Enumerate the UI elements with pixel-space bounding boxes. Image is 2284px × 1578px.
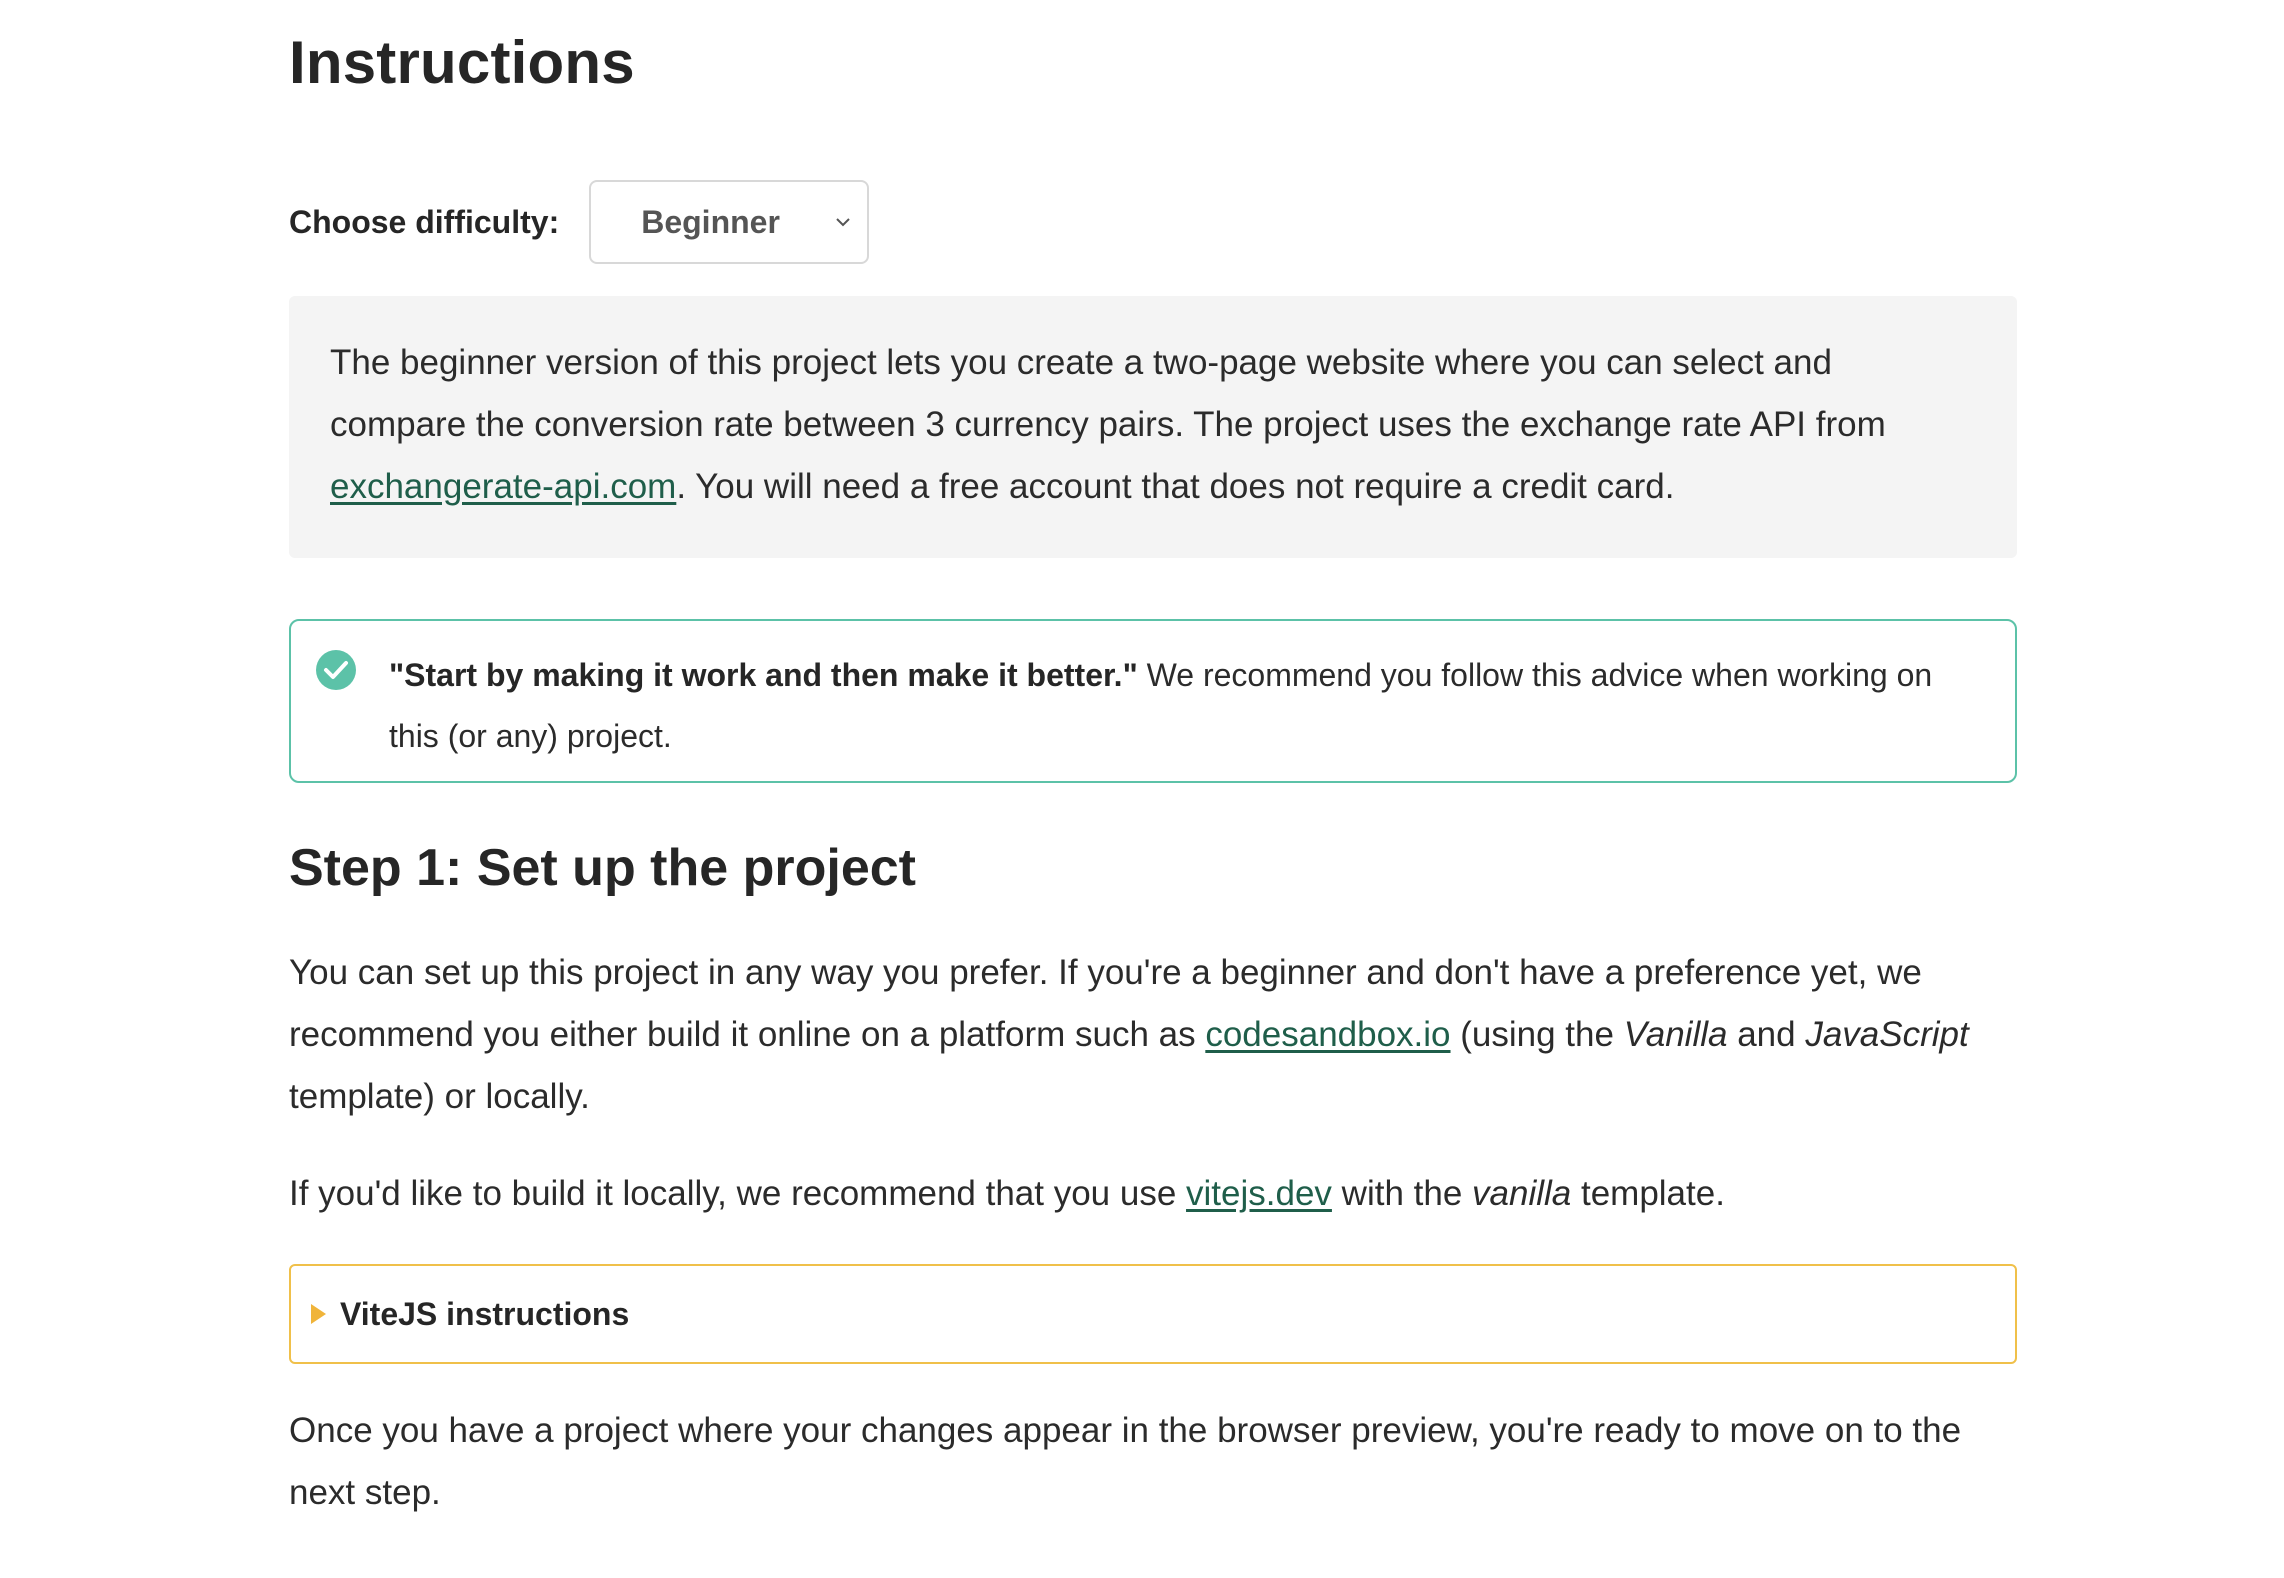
text-span: and <box>1727 1015 1806 1054</box>
tip-bold-text: "Start by making it work and then make it better." <box>389 657 1138 693</box>
text-span: You can set up this project in any way you prefer. If you're a beginner and don't have a preference yet, we recommend you either build it online on a platform such as <box>289 953 1922 1054</box>
intro-box <box>289 296 2017 558</box>
step1-paragraph-1 <box>289 942 2017 1128</box>
text-span: template. <box>1571 1174 1725 1213</box>
step1-title: Step 1: Set up the project <box>289 839 916 897</box>
emphasis-vanilla: Vanilla <box>1623 1015 1728 1054</box>
triangle-right-icon <box>311 1304 326 1324</box>
step1-paragraph-2 <box>289 1163 2017 1225</box>
check-circle-icon <box>315 649 357 691</box>
tip-box <box>289 619 2017 783</box>
intro-text-after: . You will need a free account that does not require a credit card. <box>676 467 1675 506</box>
text-span: If you'd like to build it locally, we recommend that you use <box>289 1174 1187 1213</box>
codesandbox-link[interactable]: codesandbox.io <box>1205 1015 1451 1054</box>
difficulty-select[interactable] <box>589 180 869 264</box>
page-title: Instructions <box>289 29 635 96</box>
text-span: with the <box>1331 1174 1473 1213</box>
chevron-down-icon <box>833 212 853 232</box>
vitejs-link[interactable]: vitejs.dev <box>1186 1174 1332 1213</box>
emphasis-javascript: JavaScript <box>1805 1015 1969 1054</box>
tip-text: We recommend you follow this advice when working on this (or any) project. <box>389 657 1933 754</box>
difficulty-label: Choose difficulty: <box>289 203 560 240</box>
exchangerate-api-link[interactable]: exchangerate-api.com <box>330 467 677 506</box>
step1-paragraph-3: Once you have a project where your changes appear in the browser preview, you're ready to move on to the next step. <box>289 1411 1962 1512</box>
vitejs-instructions-toggle[interactable] <box>289 1264 2017 1364</box>
text-span: (using the <box>1450 1015 1624 1054</box>
vitejs-instructions-label: ViteJS instructions <box>340 1295 630 1332</box>
emphasis-vanilla-lower: vanilla <box>1472 1174 1572 1213</box>
difficulty-row <box>289 180 869 264</box>
text-span: template) or locally. <box>289 1077 590 1116</box>
difficulty-select-value: Beginner <box>641 203 780 240</box>
intro-text-before: The beginner version of this project lets you create a two-page website where you can select and compare the conversion rate between 3 currency pairs. The project uses the exchange rate API from <box>330 343 1886 444</box>
